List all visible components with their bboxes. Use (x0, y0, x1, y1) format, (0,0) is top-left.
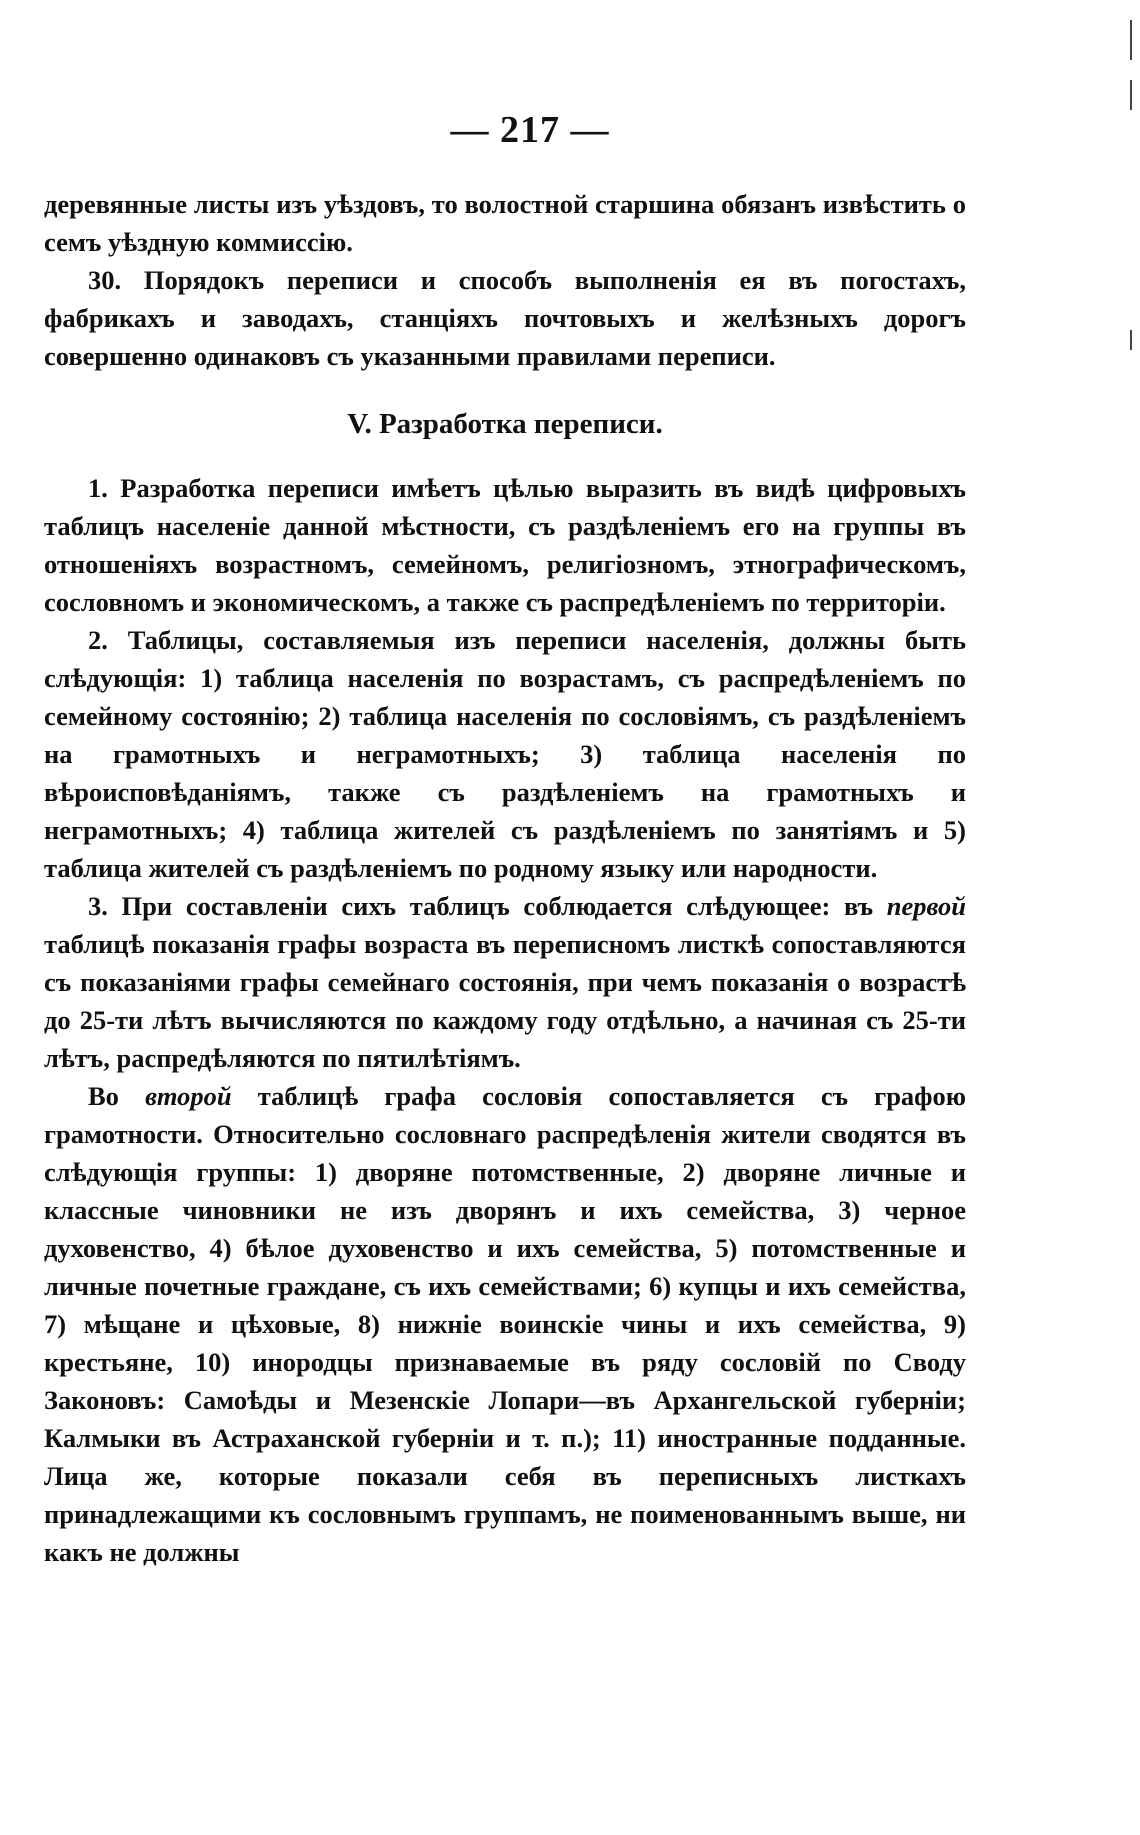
paragraph-3-emphasis: первой (886, 891, 966, 921)
paragraph-2: 2. Таблицы, составляемыя изъ переписи населенія, должны быть слѣдующія: 1) таблица населенія по возрастамъ, съ распредѣленіемъ по семейному состоянію; 2) таблица населенія по сословіямъ, съ раздѣленіемъ на грамотныхъ и неграмотныхъ; 3) таблица населенія по вѣроисповѣданіямъ, также съ раздѣленіемъ на грамотныхъ и неграмотныхъ; 4) таблица жителей съ раздѣленіемъ по занятіямъ и 5) таблица жителей съ раздѣленіемъ по родному языку или народности. (44, 625, 966, 883)
section-heading: V. Разработка переписи. (347, 408, 663, 440)
paragraph-4-prefix: Во (88, 1081, 119, 1111)
paragraph-3-prefix: 3. При составленіи сихъ таблицъ соблюдается слѣдующее: въ (88, 891, 874, 921)
page-number: — 217 — (450, 109, 610, 151)
paragraph-3-suffix: таблицѣ показанія графы возраста въ переписномъ листкѣ сопоставляются съ показаніями графы семейнаго состоянія, при чемъ показанія о возрастѣ до 25-ти лѣтъ вычисляются по каждому году отдѣльно, а начиная съ 25-ти лѣтъ, распредѣляются по пятилѣтіямъ. (44, 929, 966, 1073)
scan-edge-mark (1130, 80, 1132, 110)
paragraph-continuation: деревянные листы изъ уѣздовъ, то волостной старшина обязанъ извѣстить о семъ уѣздную коммиссію. (44, 189, 966, 257)
paragraph-3 (44, 887, 966, 1077)
paragraph-4-emphasis: второй (145, 1081, 232, 1111)
scan-edge-mark (1130, 330, 1132, 350)
paragraph-4-suffix: таблицѣ графа сословія сопоставляется съ графою грамотности. Относительно сословнаго распредѣленія жители сводятся въ слѣдующія группы: 1) дворяне потомственные, 2) дворяне личные и классные чиновники не изъ дворянъ и ихъ семейства, 3) черное духовенство, 4) бѣлое духовенство и ихъ семейства, 5) потомственные и личные почетные граждане, съ ихъ семействами; 6) купцы и ихъ семейства, 7) мѣщане и цѣховые, 8) нижніе воинскіе чины и ихъ семейства, 9) крестьяне, 10) инородцы признаваемые въ ряду сословій по Своду Законовъ: Самоѣды и Мезенскіе Лопари—въ Архангельской губерніи; Калмыки въ Астраханской губерніи и т. п.); 11) иностранные подданные. Лица же, которые показали себя въ переписныхъ листкахъ принадлежащими къ сословнымъ группамъ, не поименованнымъ выше, ни какъ не должны (44, 1081, 967, 1567)
body-text (44, 185, 966, 1571)
paragraph-30: 30. Порядокъ переписи и способъ выполненія ея въ погостахъ, фабрикахъ и заводахъ, станціяхъ почтовыхъ и желѣзныхъ дорогъ совершенно одинаковъ съ указанными правилами переписи. (44, 265, 966, 371)
paragraph-4 (44, 1077, 966, 1571)
paragraph-1: 1. Разработка переписи имѣетъ цѣлью выразить въ видѣ цифровыхъ таблицъ населеніе данной мѣстности, съ раздѣленіемъ его на группы въ отношеніяхъ возрастномъ, семейномъ, религіозномъ, этнографическомъ, сословномъ и экономическомъ, а также съ распредѣленіемъ по территоріи. (44, 473, 966, 617)
scan-edge-mark (1130, 20, 1132, 60)
